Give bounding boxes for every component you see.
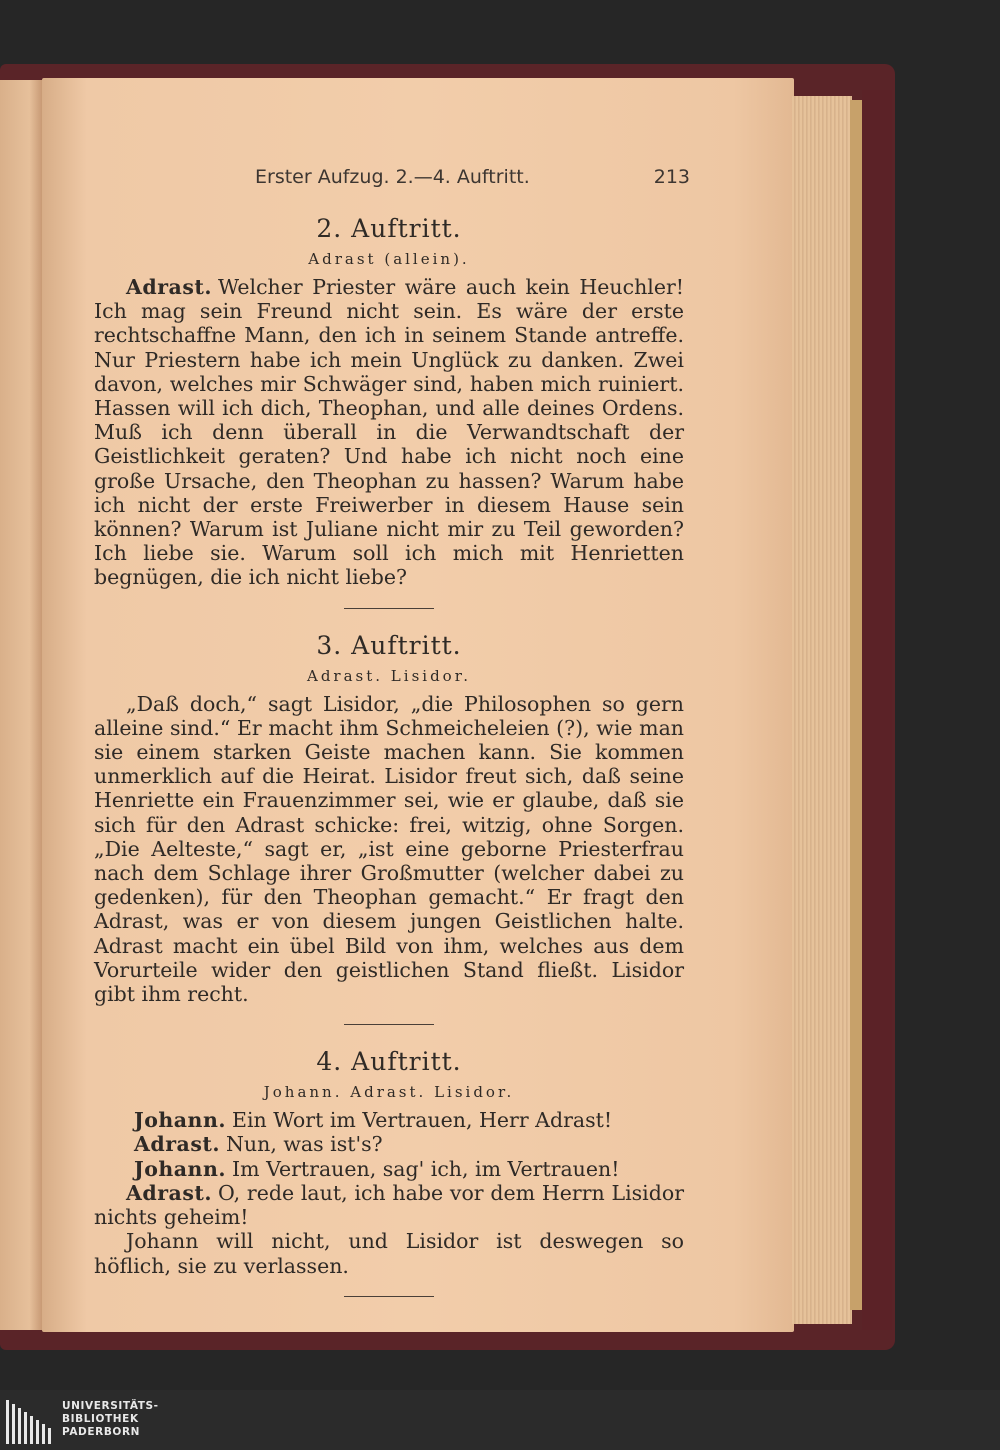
cast-list: Johann. Adrast. Lisidor.: [263, 1083, 515, 1102]
speaker-name: Johann.: [134, 1108, 227, 1133]
speech-text: O, rede laut, ich habe vor dem Herrn Lisidor nichts geheim!: [94, 1180, 684, 1230]
logo-line: BIBLIOTHEK: [62, 1413, 139, 1425]
dialogue-line: [94, 1132, 684, 1156]
dialogue-line: [94, 1181, 684, 1229]
section-divider: [344, 1024, 434, 1025]
running-head-title: Erster Aufzug. 2.—4. Auftritt.: [255, 166, 530, 188]
section-divider: [344, 1296, 434, 1297]
page-edge-gilding: [850, 100, 862, 1310]
section-heading: 3. Auftritt.: [316, 630, 462, 660]
section-divider: [344, 608, 434, 609]
speaker-name: Adrast.: [134, 1132, 220, 1157]
dialogue-line: [94, 1157, 684, 1181]
speaker-name: Johann.: [134, 1156, 227, 1181]
dialogue-line: [94, 1108, 684, 1132]
speaker-name: Adrast.: [126, 275, 212, 299]
speech-text: Welcher Priester wäre auch kein Heuchler! Ich mag sein Freund nicht sein. Es wäre der erste rechtschaffne Mann, den ich in seinem Stande antreffe. Nur Priestern habe ich mein Unglück zu danken. Zwei davon, welches mir Schwäger sind, haben mich ruiniert. Hassen will ich dich, Theophan, und alle deines Ordens. Muß ich denn überall in die Verwandtschaft der Geistlichkeit geraten? Und habe ich nicht noch eine große Ursache, den Theophan zu hassen? Warum habe ich nicht der erste Freiwerber in diesem Hause sein können? Warum ist Juliane nicht mir zu Teil geworden? Ich liebe sie. Warum soll ich mich mit Henrietten begnügen, die ich nicht liebe?: [94, 275, 684, 590]
cover-edge: [862, 90, 892, 1330]
stage-direction: Johann will nicht, und Lisidor ist deswegen so höflich, sie zu verlassen.: [94, 1229, 684, 1278]
section-heading: 2. Auftritt.: [316, 214, 462, 243]
page-stack-edges: [792, 96, 852, 1324]
speech-text: Ein Wort im Vertrauen, Herr Adrast!: [232, 1108, 613, 1133]
library-logo-icon: [6, 1400, 52, 1444]
facing-page-edge: [0, 80, 42, 1330]
monologue: [94, 275, 684, 590]
logo-line: UNIVERSITÄTS-: [62, 1400, 159, 1412]
cast-list: Adrast. Lisidor.: [307, 666, 471, 685]
library-logo-text: [62, 1400, 159, 1439]
running-head: [120, 166, 690, 196]
speech-text: Im Vertrauen, sag' ich, im Vertrauen!: [232, 1156, 620, 1181]
section-auftritt-3: [94, 629, 684, 1007]
section-auftritt-2: [94, 212, 684, 590]
scene-summary: „Daß doch,“ sagt Lisidor, „die Philosophen so gern alleine sind.“ Er macht ihm Schmeicheleien (?), wie man sie einem starken Geiste machen kann. Sie kommen unmerklich auf die Heirat. Lisidor freut sich, daß seine Henriette ein Frauenzimmer sei, wie er glaube, daß sie sich für den Adrast schicke: frei, witzig, ohne Sorgen. „Die Aelteste,“ sagt er, „ist eine geborne Priesterfrau nach dem Schlage ihrer Großmutter (welcher dabei zu gedenken), für den Theophan gemacht.“ Er fragt den Adrast, was er von diesem jungen Geistlichen halte. Adrast macht ein übel Bild von ihm, welches aus dem Vorurteile wider den geistlichen Stand fließt. Lisidor gibt ihm recht.: [94, 691, 684, 1007]
speech-text: Nun, was ist's?: [225, 1132, 383, 1157]
cast-list: Adrast (allein).: [308, 250, 470, 268]
library-logo: [6, 1398, 246, 1444]
page-number: 213: [653, 166, 690, 188]
section-heading: 4. Auftritt.: [316, 1047, 462, 1077]
page-content: [94, 212, 684, 1317]
section-auftritt-4: [94, 1045, 684, 1277]
speaker-name: Adrast.: [126, 1180, 212, 1205]
logo-line: PADERBORN: [62, 1426, 141, 1438]
